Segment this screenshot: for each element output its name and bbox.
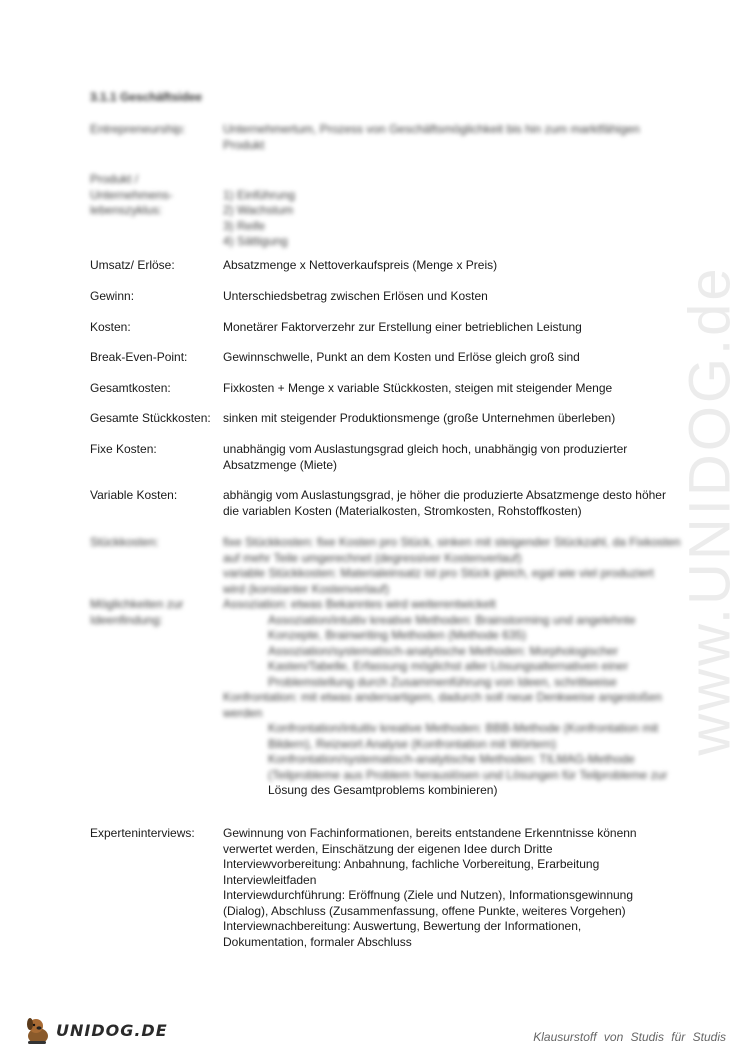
definition-line: wird (konstanter Kostenverlauf): [223, 581, 390, 596]
definition-line: Gewinnung von Fachinformationen, bereits entstandene Erkenntnisse könenn: [223, 826, 637, 840]
definition-term: [90, 381, 220, 397]
definition-line: variable Stückkosten: Materialeinsatz ist pro Stück gleich, egal wie viel produziert: [223, 566, 654, 580]
definition-text: [223, 350, 663, 366]
definition-line: Konfrontation/intuitiv kreative Methoden: BBB-Methode (Konfrontation mit: [268, 721, 659, 735]
definition-line: Assoziation/intuitiv kreative Methoden: Brainstorming und angelehnte: [268, 612, 636, 627]
definition-term: [90, 488, 220, 504]
definition-line: Bildern), Reizwort Analyse (Konfrontation mit Wörtern): [268, 736, 557, 751]
definition-line: Assoziation/systematisch-analytische Methoden: Morphologischer: [268, 643, 619, 658]
definition-line: Dokumentation, formaler Abschluss: [223, 934, 412, 949]
definition-line: Unterschiedsbetrag zwischen Erlösen und Kosten: [223, 289, 488, 303]
definition-term: [90, 350, 220, 366]
definition-term: [90, 320, 220, 336]
definition-line: (Teilprobleme aus Problem herauslösen und Lösungen für Teilprobleme zur: [268, 767, 668, 782]
definition-text: [223, 488, 666, 519]
definition-line: 1) Einführung: [223, 187, 296, 202]
watermark-text: www.UNIDOG.de: [677, 264, 743, 756]
definition-term: [90, 826, 220, 842]
unidog-logo: [22, 1014, 168, 1046]
definition-line: Konfrontation: mit etwas andersartigem, dadurch soll neue Denkweise angestoßen: [223, 690, 662, 704]
definition-line: fixe Stückkosten: fixe Kosten pro Stück, sinken mit steigender Stückzahl, da Fixkosten: [223, 535, 681, 549]
term-text: Gewinn:: [90, 289, 135, 303]
definition-term: [90, 442, 220, 458]
definition-line: abhängig vom Auslastungsgrad, je höher die produzierte Absatzmenge desto höher: [223, 488, 666, 502]
definition-line: Interviewnachbereitung: Auswertung, Bewertung der Informationen,: [223, 919, 582, 933]
term-text: Möglichkeiten zur: [90, 597, 184, 611]
term-text: Kosten:: [90, 320, 131, 334]
term-text: Produkt / Unternehmens-: [90, 172, 173, 202]
term-text-continued: Ideenfindung:: [90, 612, 163, 627]
term-text-continued: lebenszyklus:: [90, 203, 163, 217]
definition-line: Problemstellung durch Zusammenführung von Ideen, schrittweise: [268, 674, 617, 689]
definition-line: Interviewvorbereitung: Anbahnung, fachliche Vorbereitung, Erarbeitung: [223, 857, 600, 871]
definition-line: verwertet werden, Einschätzung der eigenen Idee durch Dritte: [223, 841, 553, 856]
term-text: Gesamte Stückkosten:: [90, 411, 211, 425]
definition-term: [90, 122, 220, 138]
definition-line: Interviewdurchführung: Eröffnung (Ziele und Nutzen), Informationsgewinnung: [223, 888, 634, 902]
definition-text: [223, 442, 663, 473]
definition-text: [223, 258, 663, 274]
definition-term: [90, 411, 220, 427]
definition-line: Interviewleitfaden: [223, 872, 317, 887]
definition-text: [223, 535, 681, 597]
watermark: [655, 250, 750, 770]
term-text: Entrepreneurship:: [90, 122, 186, 136]
term-text: Variable Kosten:: [90, 488, 178, 502]
definition-line: 2) Wachstum: [223, 203, 294, 217]
term-text: Gesamtkosten:: [90, 381, 171, 395]
definition-text: [223, 122, 663, 153]
definition-line: unabhängig vom Auslastungsgrad gleich hoch, unabhängig von produzierter: [223, 442, 628, 456]
term-text: Break-Even-Point:: [90, 350, 188, 364]
definition-line: sinken mit steigender Produktionsmenge (große Unternehmen überleben): [223, 411, 616, 425]
definition-text: [223, 411, 663, 427]
definition-line: Absatzmenge (Miete): [223, 457, 338, 472]
definition-line: Unternehmertum, Prozess von Geschäftsmöglichkeit bis hin zum marktfähigen: [223, 122, 640, 136]
section-title: 3.1.1 Geschäftsidee: [90, 90, 203, 104]
term-text: Fixe Kosten:: [90, 442, 157, 456]
term-text: Stückkosten:: [90, 535, 159, 549]
definition-term: [90, 289, 220, 305]
definition-term: [90, 597, 220, 628]
definition-term: [90, 258, 220, 274]
definition-term: [90, 172, 220, 219]
definition-line: (Dialog), Abschluss (Zusammenfassung, offene Punkte, weiteres Vorgehen): [223, 903, 626, 918]
definition-line: 3) Reife: [223, 218, 266, 233]
dog-mascot-icon: [22, 1014, 52, 1046]
definition-text: [223, 597, 668, 799]
logo-text: UNIDOG.DE: [56, 1020, 168, 1040]
definition-line: Fixkosten + Menge x variable Stückkosten, steigen mit steigender Menge: [223, 381, 613, 395]
definition-line: Monetärer Faktorverzehr zur Erstellung einer betrieblichen Leistung: [223, 320, 582, 334]
definition-text: [223, 289, 663, 305]
definition-text: [223, 188, 663, 250]
definition-line: Kasten/Tabelle, Erfassung möglichst aller Lösungsalternativen einer: [268, 659, 629, 673]
definition-line: Konfrontation/systematisch-analytische Methoden: TILMAG-Methode: [268, 752, 635, 766]
definition-line: 4) Sättigung: [223, 234, 288, 248]
definition-term: [90, 535, 220, 551]
definition-line: werden: [223, 705, 263, 720]
definition-line: Produkt: [223, 137, 265, 152]
definition-line: die variablen Kosten (Materialkosten, Stromkosten, Rohstoffkosten): [223, 503, 582, 518]
definition-line: Konzepte, Brainwriting Methoden (Methode 635): [268, 628, 527, 642]
definition-line: Lösung des Gesamtproblems kombinieren): [268, 783, 498, 797]
definition-line: Absatzmenge x Nettoverkaufspreis (Menge x Preis): [223, 258, 498, 272]
definition-text: [223, 826, 663, 950]
term-text: Umsatz/ Erlöse:: [90, 258, 175, 272]
footer-tagline: Klausurstoff von Studis für Studis: [533, 1030, 726, 1044]
term-text: Experteninterviews:: [90, 826, 195, 840]
definition-text: [223, 320, 663, 336]
definition-line: Assoziation: etwas Bekanntes wird weiterentwickelt: [223, 597, 496, 611]
definition-line: auf mehr Teile umgerechnet (degressiver Kostenverlauf): [223, 550, 522, 565]
definition-line: Gewinnschwelle, Punkt an dem Kosten und Erlöse gleich groß sind: [223, 350, 580, 364]
definition-text: [223, 381, 663, 397]
